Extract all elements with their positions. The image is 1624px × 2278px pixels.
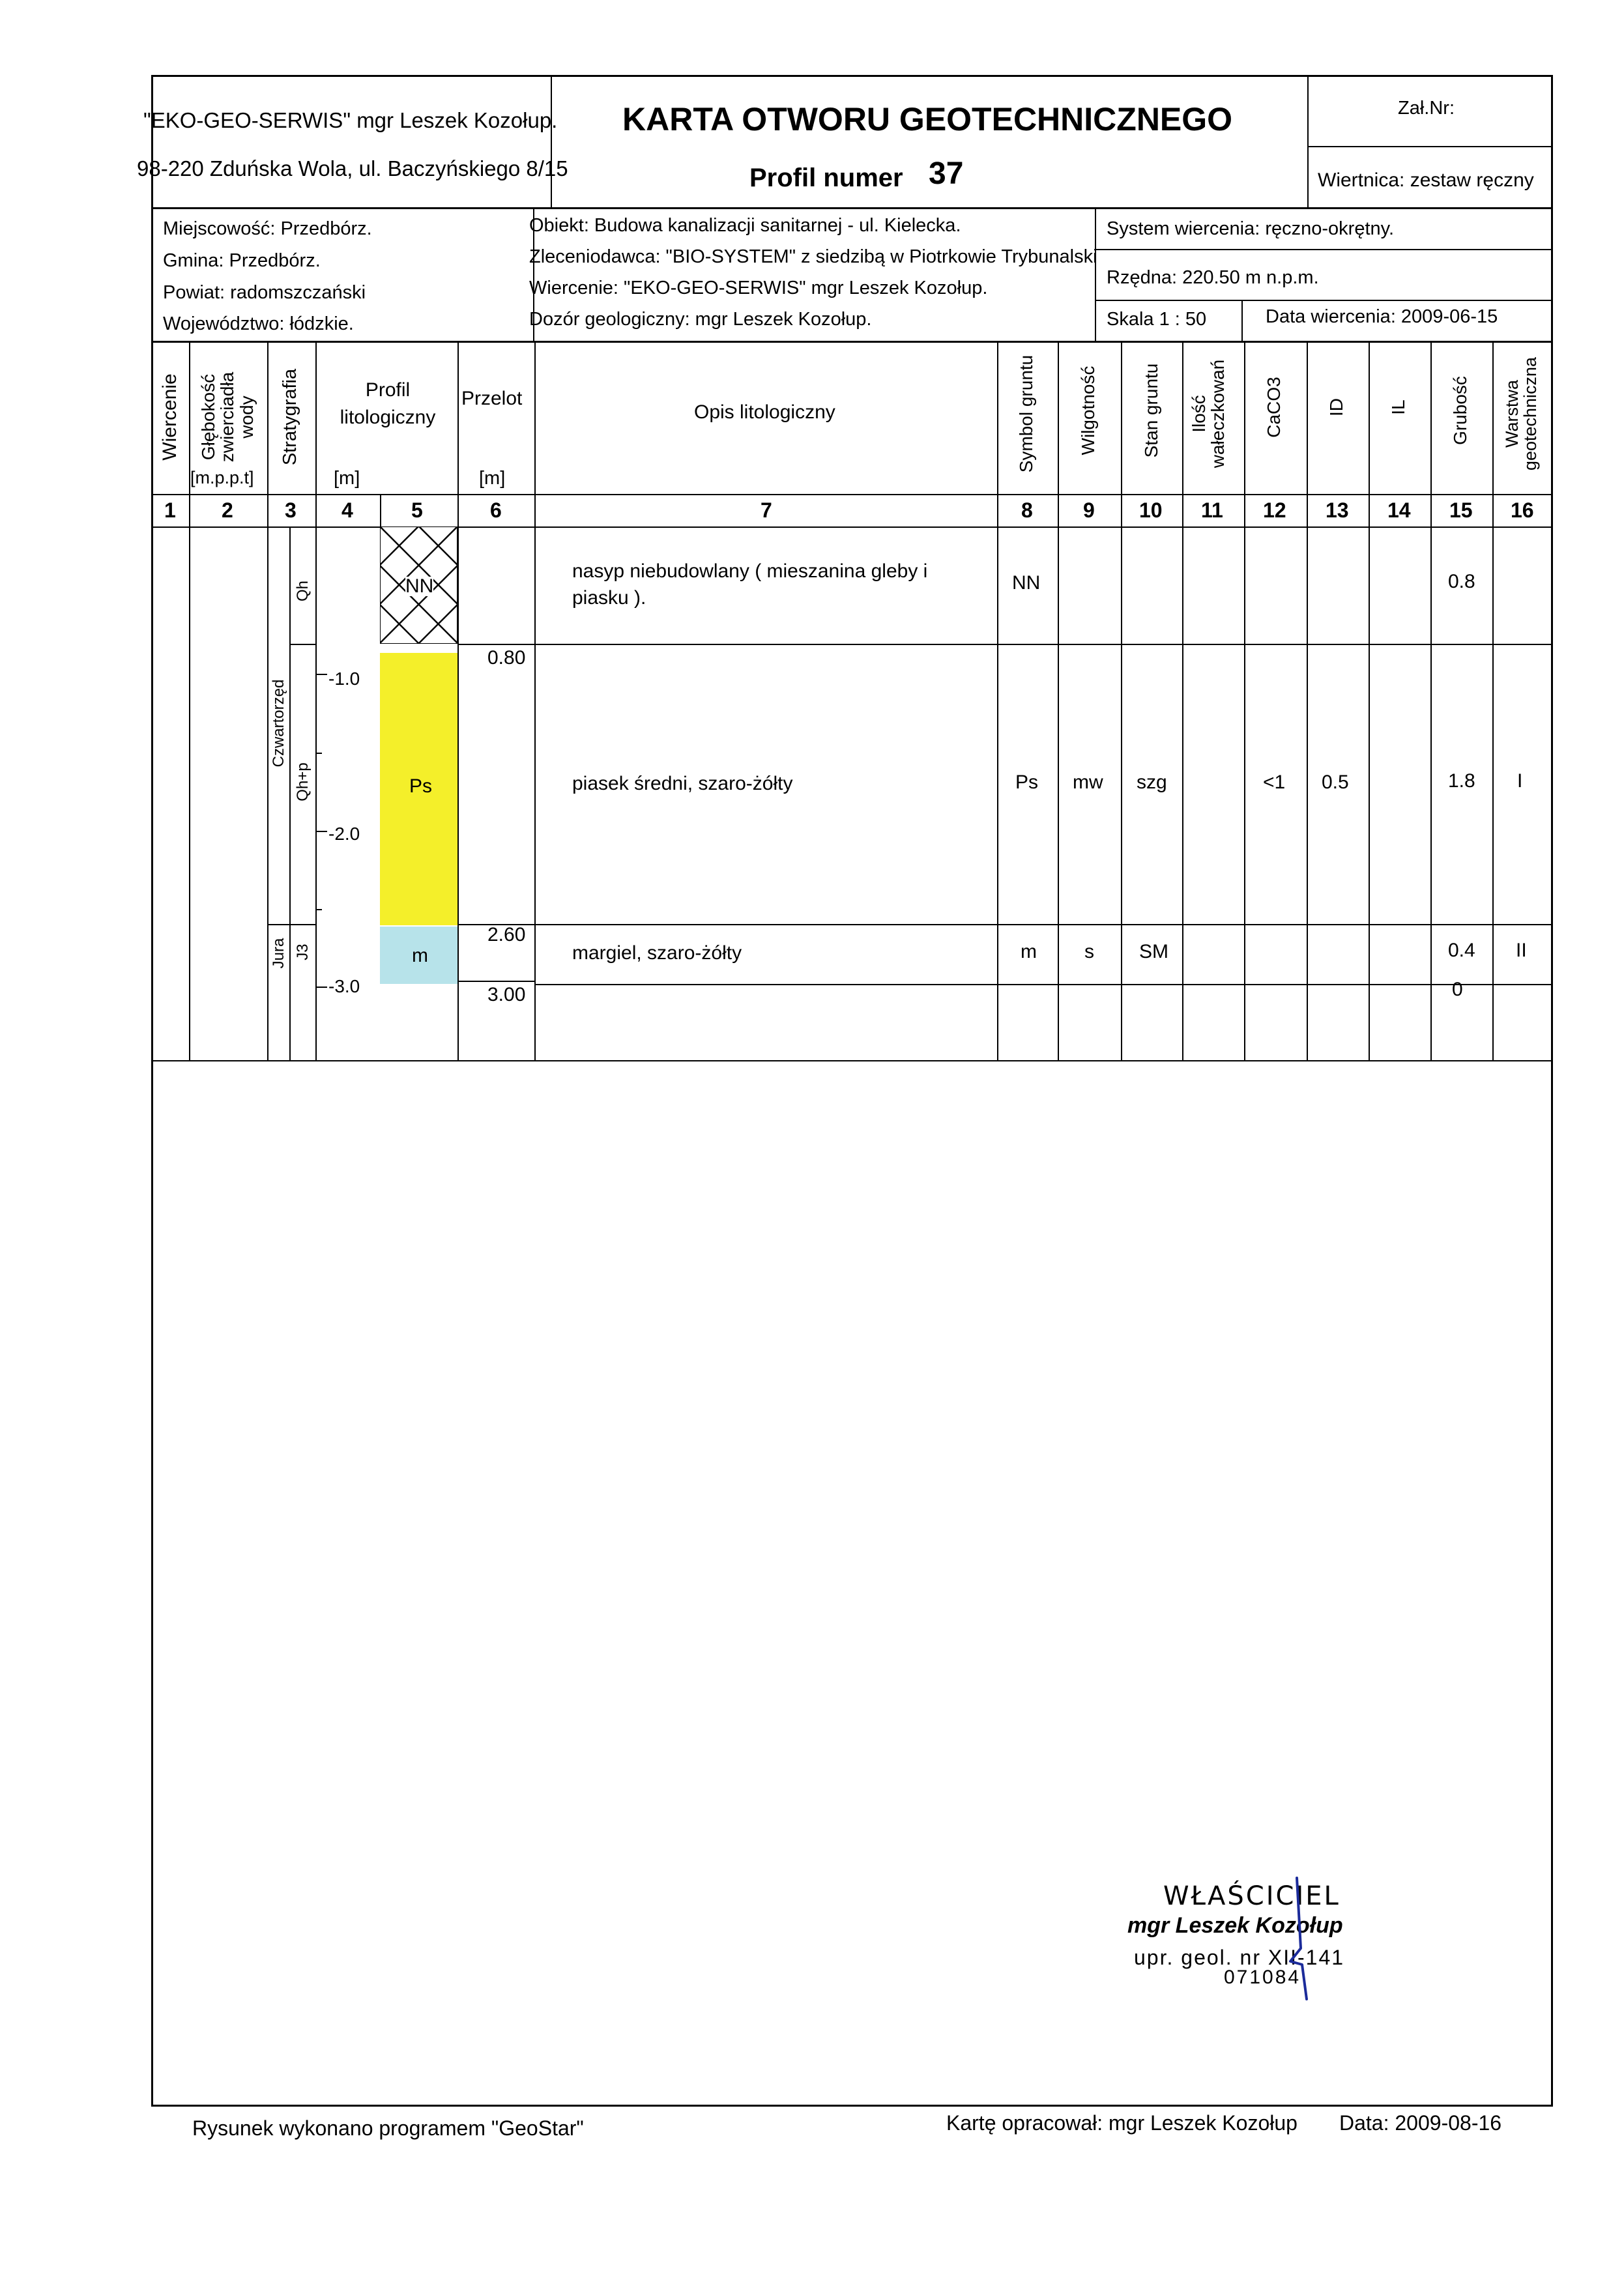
col-glebokosc-unit: [m.p.p.t] — [190, 468, 254, 487]
layer-stan: SM — [1139, 941, 1168, 962]
przelot-value: 2.60 — [487, 924, 526, 945]
profile-label: Profil numer — [749, 164, 903, 192]
col-symbol: Symbol gruntu — [1016, 354, 1036, 473]
layer-stan: szg — [1137, 771, 1167, 793]
final-grubosc: 0 — [1452, 979, 1463, 1000]
col-id: ID — [1326, 398, 1346, 416]
col-walki: Ilość wałeczkowań — [1189, 359, 1228, 469]
col-wiercenie: Wiercenie — [159, 373, 181, 461]
col-profil: Profil litologiczny — [340, 379, 436, 428]
info-wiercenie: Wiercenie: "EKO-GEO-SERWIS" mgr Leszek Kozołup. — [529, 278, 988, 298]
info-system: System wiercenia: ręczno-okrętny. — [1107, 218, 1395, 239]
layer-description: margiel, szaro-żółty — [572, 942, 742, 964]
footer-author: Kartę opracował: mgr Leszek Kozołup — [946, 2111, 1298, 2135]
przelot-value: 0.80 — [487, 647, 526, 669]
layer-grubosc: 1.8 — [1448, 770, 1475, 792]
layer-symbol: m — [1021, 941, 1037, 962]
depth-tick: -1.0 — [328, 669, 360, 689]
info-rzedna: Rzędna: 220.50 m n.p.m. — [1107, 267, 1319, 288]
col-num: 2 — [222, 498, 233, 522]
drill-rig: Wiertnica: zestaw ręczny — [1318, 169, 1534, 191]
stamp-code: 071084 — [1224, 1967, 1301, 1988]
layer-symbol: NN — [1012, 572, 1041, 594]
col-wilgotnosc: Wilgotność — [1078, 366, 1098, 455]
col-num: 5 — [411, 498, 423, 522]
attachment-number-label: Zał.Nr: — [1398, 98, 1455, 119]
strat-unit-qh: Qh — [294, 581, 312, 602]
layer-grubosc: 0.8 — [1448, 571, 1475, 592]
stamp-license: upr. geol. nr XII-141 — [1134, 1946, 1345, 1969]
info-data-wiercenia: Data wiercenia: 2009-06-15 — [1266, 306, 1498, 327]
layer-description: piasek średni, szaro-żółty — [572, 773, 793, 794]
layer-warstwa: I — [1517, 770, 1523, 792]
layer-warstwa: II — [1516, 940, 1527, 961]
col-num: 10 — [1139, 498, 1163, 522]
col-num: 8 — [1021, 498, 1033, 522]
col-warstwa: Warstwa geotechniczna — [1502, 356, 1541, 471]
info-powiat: Powiat: radomszczański — [163, 282, 366, 303]
footer-program: Rysunek wykonano programem "GeoStar" — [192, 2116, 584, 2140]
info-skala: Skala 1 : 50 — [1107, 309, 1207, 330]
document-title: KARTA OTWORU GEOTECHNICZNEGO — [622, 101, 1233, 137]
depth-tick: -2.0 — [328, 824, 360, 844]
footer-date: Data: 2009-08-16 — [1339, 2111, 1502, 2135]
col-stratygrafia: Stratygrafia — [280, 368, 300, 466]
col-num: 9 — [1083, 498, 1095, 522]
profile-number: 37 — [929, 156, 964, 191]
layer-caco3: <1 — [1263, 771, 1286, 793]
strat-era-czwartorzed: Czwartorzęd — [270, 679, 287, 768]
info-gmina: Gmina: Przedbórz. — [163, 250, 321, 271]
przelot-value: 3.00 — [487, 984, 526, 1005]
company-address: 98-220 Zduńska Wola, ul. Baczyńskiego 8/15 — [137, 156, 568, 180]
col-num: 11 — [1201, 498, 1223, 522]
info-wojewodztwo: Województwo: łódzkie. — [163, 313, 354, 334]
layer-description: nasyp niebudowlany ( mieszanina gleby i — [572, 560, 928, 582]
info-obiekt: Obiekt: Budowa kanalizacji sanitarnej - ul. Kielecka. — [529, 215, 961, 236]
col-opis: Opis litologiczny — [694, 401, 835, 423]
info-miejscowosc: Miejscowość: Przedbórz. — [163, 218, 372, 239]
info-dozor: Dozór geologiczny: mgr Leszek Kozołup. — [529, 309, 872, 330]
company-name: "EKO-GEO-SERWIS" mgr Leszek Kozołup. — [143, 108, 558, 132]
col-grubosc: Grubość — [1450, 376, 1470, 445]
layer-id: 0.5 — [1322, 771, 1349, 793]
col-il: IL — [1388, 399, 1408, 415]
col-num: 15 — [1449, 498, 1473, 522]
col-przelot: Przelot — [461, 388, 523, 409]
layer-grubosc: 0.4 — [1448, 940, 1475, 961]
strat-unit-qhp: Qh+p — [294, 762, 312, 801]
layer-symbol: Ps — [1015, 771, 1039, 793]
layer-description: piasku ). — [572, 587, 646, 609]
stamp-name: mgr Leszek Kozołup — [1127, 1913, 1343, 1938]
col-num: 14 — [1387, 498, 1411, 522]
owner-stamp — [1127, 1877, 1421, 2007]
info-zleceniodawca: Zleceniodawca: "BIO-SYSTEM" z siedzibą w Piotrkowie Trybunalski — [529, 246, 1097, 267]
profile-label-ps: Ps — [409, 775, 433, 797]
strat-era-jura: Jura — [270, 938, 287, 969]
col-przelot-unit: [m] — [479, 468, 506, 489]
strat-unit-j3: J3 — [294, 944, 312, 960]
stamp-title: WŁAŚCICIEL — [1163, 1881, 1341, 1911]
col-profil-unit: [m] — [334, 468, 360, 489]
depth-tick: -3.0 — [328, 976, 360, 996]
col-num: 4 — [341, 498, 353, 522]
col-num: 3 — [285, 498, 297, 522]
col-num: 7 — [761, 498, 772, 522]
col-num: 12 — [1263, 498, 1286, 522]
col-num: 1 — [164, 498, 176, 522]
profile-label-nn: NN — [405, 575, 434, 597]
signature — [1271, 1877, 1329, 2000]
col-stan: Stan gruntu — [1141, 363, 1161, 458]
profile-label-m: m — [412, 945, 428, 966]
col-glebokosc: Głębokość zwierciadła wody — [198, 371, 257, 463]
layer-wilgotnosc: s — [1084, 941, 1094, 962]
col-num: 16 — [1511, 498, 1534, 522]
col-num: 13 — [1326, 498, 1349, 522]
col-num: 6 — [490, 498, 502, 522]
col-caco3: CaCO3 — [1264, 377, 1284, 438]
layer-wilgotnosc: mw — [1073, 771, 1103, 793]
